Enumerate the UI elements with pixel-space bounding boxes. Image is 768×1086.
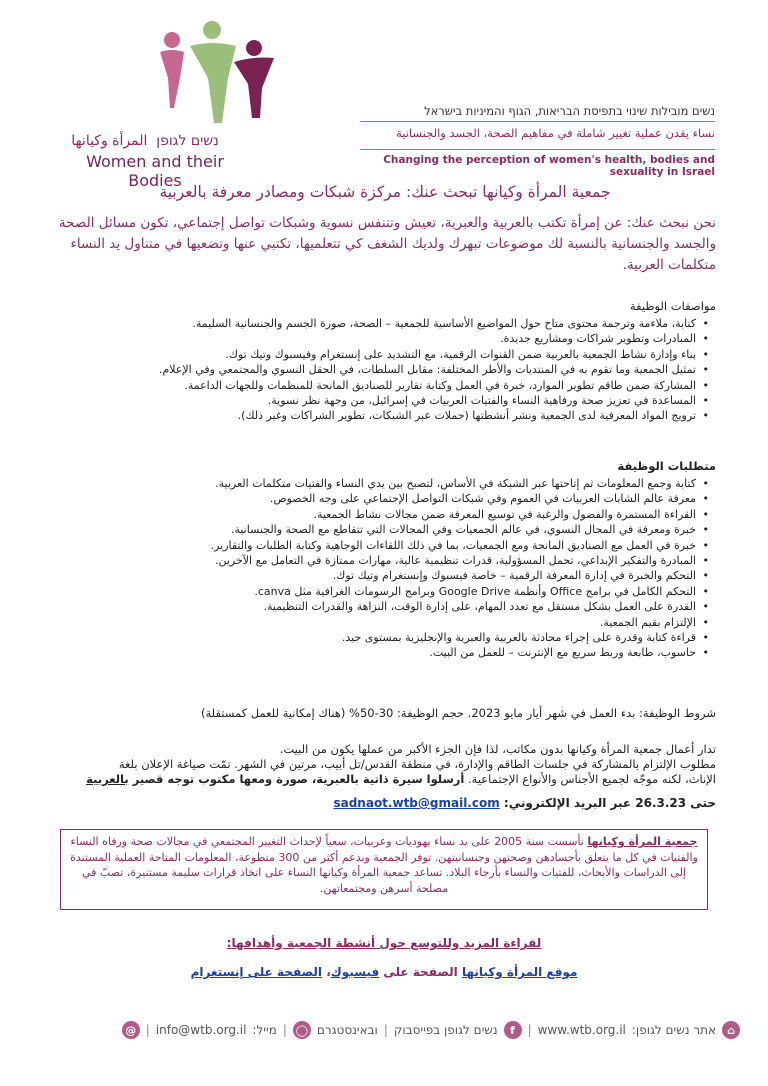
list-item: • تمثيل الجمعية وما تقوم به في المنتديات والأطر المختلفة: مقابل السلطات، في الحقل النسوي والمجتمعي وفي الإعلام. <box>48 362 696 377</box>
job-description-list <box>48 316 716 424</box>
deadline-line <box>48 796 716 810</box>
about-box <box>60 829 708 910</box>
job-description-heading: مواصفات الوظيفة <box>629 299 716 313</box>
email-link[interactable]: sadnaot.wtb@gmail.com <box>333 796 500 810</box>
deadline-label: حتى 26.3.23 عبر البريد الإلكتروني: <box>503 796 716 810</box>
logo-figures <box>150 18 280 130</box>
list-item: • خبرة في العمل مع الصناديق المانحة ومع الجمعيات، بما في ذلك اللقاءات الوجاهية وكتابة الطلبات والتقارير. <box>48 538 696 553</box>
footer-instagram-label: ובאינסטגרם <box>316 1023 378 1037</box>
list-item: • بناء وإدارة نشاط الجمعية بالعربية ضمن القنوات الرقمية، مع التشديد على إنستغرام وفيسبوك وتيك توك. <box>48 347 696 362</box>
more-info-heading: لقراءة المزيد وللتوسع حول أنشطة الجمعية وأهدافها: <box>226 936 542 950</box>
intro-paragraph: نحن نبحث عنك: عن إمرأة تكتب بالعربية والعبرية، تعيش وتتنفس نسوية وشبكات تواصل إجتماعي، تكون مسائل الصحة والجسد والجنسانية بالنسبة لك موضوعات تبهرك ولديك الشغف كي تتعلميها، تكتبي عنها وتضعيها في متناول يد النساء متكلمات العربية. <box>58 215 716 273</box>
facebook-icon[interactable]: f <box>504 1021 522 1039</box>
footer: ⌂ אתר נשים לגופן: www.wtb.org.il | f נשים לגופן בפייסבוק | ובאינסטגרם ◯ | מייל: info@wtb.org.il | @ <box>40 1018 740 1042</box>
list-item: • معرفة عالم الشابات العربيات في العموم وفي شبكات التواصل الإجتماعي على وجه الخصوص. <box>48 491 696 506</box>
contact-line: مطلوب الإلتزام بالمشاركة في جلسات الطاقم والإدارة، في منطقة القدس/تل أبيب، مرتين في الشهر. تمّت صياغة الإعلان بلغة <box>118 757 716 771</box>
tagline-divider <box>360 149 715 150</box>
requirements-heading: متطلبات الوظيفة <box>617 459 716 473</box>
tagline-he: נשים מובילות שינוי בתפיסת הבריאות, הגוף והמיניות בישראל <box>424 104 715 118</box>
tagline-en: Changing the perception of women's health, bodies and sexuality in Israel <box>383 154 715 178</box>
list-item: • المشاركة ضمن طاقم تطوير الموارد، خبرة في العمل وكتابة تقارير للصناديق المانحة للمنظمات وللجهات الداعمة. <box>48 378 696 393</box>
list-item: • قراءة كتابة وقدرة على إجراء محادثة بالعربية والعبرية والإنجليزية بمستوى جيد. <box>48 630 696 645</box>
contact-line: تدار أعمال جمعية المرأة وكيانها بدون مكاتب، لذا فإن الجزء الأكبر من عملها يكون من البيت. <box>279 742 716 756</box>
logo-text-he: נשים לגופן المرأة وكيانها <box>71 133 219 149</box>
email-icon[interactable]: @ <box>122 1021 140 1039</box>
list-item: • المبادرة والتفكير الإبداعي، تحمل المسؤولية، قدرات تنظيمية عالية، مهارات ممتازة في التعامل مع الآخرين. <box>48 553 696 568</box>
list-item: • المساعدة في تعزيز صحة ورفاهية النساء والفتيات العربيات في إسرائيل، من وجهة نظر نسوية. <box>48 393 696 408</box>
instagram-link[interactable]: الصفحة على إنستغرام <box>190 965 323 979</box>
job-terms: شروط الوظيفة: بدء العمل في شهر أيار مايو 2023. حجم الوظيفة: 30-50% (هناك إمكانية للعمل كمستقلة) <box>200 706 716 720</box>
logo-text-en: Women and their Bodies <box>86 152 224 190</box>
list-item: • القراءة المستمرة والفضول والرغبة في توسيع المعرفة ضمن مجالات نشاط الجمعية. <box>48 507 696 522</box>
requirements-list <box>48 476 716 661</box>
facebook-link[interactable]: فيسبوك <box>330 965 380 979</box>
list-item: • القدرة على العمل بشكل مستقل مع تعدد المهام، على إدارة الوقت، النزاهة والقدرات التنظيمية. <box>48 599 696 614</box>
footer-site[interactable]: www.wtb.org.il <box>537 1023 626 1037</box>
list-item: • حاسوب، طابعة وربط سريع مع الإنترنت – للعمل من البيت. <box>48 645 696 660</box>
list-item: • الإلتزام بقيم الجمعية. <box>48 615 696 630</box>
footer-mail[interactable]: info@wtb.org.il <box>155 1023 247 1037</box>
instagram-icon[interactable]: ◯ <box>293 1021 311 1039</box>
list-item: • ترويج المواد المعرفية لدى الجمعية ونشر أنشطتها (حملات عبر الشبكات، تطوير الشراكات وغير ذلك). <box>48 408 696 423</box>
website-link[interactable]: موقع المرأة وكيانها <box>461 965 578 979</box>
footer-site-label: אתר נשים לגופן: <box>631 1023 716 1037</box>
page-title: جمعية المرأة وكيانها تبحث عنك: مركزة شبكات ومصادر معرفة بالعربية <box>159 183 611 201</box>
contact-line: الإناث، لكنه موجّه لجميع الأجناس والأنواع الإجتماعية. أرسلوا سيرة ذاتية بالعبرية، صورة ومعها مكتوب توجه قصير بالعربية <box>86 772 716 786</box>
list-item: • المبادرات وتطوير شراكات ومشاريع جديدة. <box>48 331 696 346</box>
list-item: • كتابة، ملاءمة وترجمة محتوى متاح حول المواضيع الأساسية للجمعية – الصحة، صورة الجسم والجنسانية السليمة. <box>48 316 696 331</box>
about-org-name: جمعية المرأة وكيانها <box>587 835 698 848</box>
contact-paragraph <box>48 742 716 787</box>
tagline-divider <box>360 121 715 122</box>
about-text: تأسست سنة 2005 على يد نساء يهوديات وعربيات، سعياً لإحداث التغيير المجتمعي في مجالات صحة ورفاه النساء والفتيات في كل ما يتعلق بأجسادهن وصحتهن وجنسانيتهن. توفر الجمعية وبدعم أكثر من 300 متطوعة، المعلومات المتاحة العملية المستندة إلى الدراسات والأبحاث، للفتيات والنساء بأرجاء البلاد. تساعد جمعية المرأة وكيانها النساء على اتخاذ قرارات سليمة مستنيرة، تصبّ في مصلحة أسرهن ومجتمعاتهن. <box>70 835 698 895</box>
list-item: • خبرة ومعرفة في المجال النسوي، في عالم الجمعيات وفي المجالات التي تتقاطع مع الصحة والجنسانية. <box>48 522 696 537</box>
list-item: • التحكم الكامل في برامج Office وأنظمة Google Drive وبرامج الرسومات الغرافية مثل canva. <box>48 584 696 599</box>
footer-facebook-label[interactable]: נשים לגופן בפייסבוק <box>393 1023 498 1037</box>
list-item: • كتابة وجمع المعلومات ثم إتاحتها عبر الشبكة في الأساس، لتصبح بين يدي النساء والفتيات متكلمات العربية. <box>48 476 696 491</box>
list-item: • التحكم والخبرة في إدارة المعرفة الرقمية – خاصة فيسبوك وإنستغرام وتيك توك. <box>48 568 696 583</box>
tagline-ar: نساء يقدن عملية تغيير شاملة في مفاهيم الصحة، الجسد والجنسانية <box>396 126 715 140</box>
home-icon: ⌂ <box>722 1021 740 1039</box>
more-info-links: موقع المرأة وكيانها الصفحة على فيسبوك، الصفحة على إنستغرام <box>190 965 578 979</box>
footer-mail-label: מייל: <box>252 1023 277 1037</box>
